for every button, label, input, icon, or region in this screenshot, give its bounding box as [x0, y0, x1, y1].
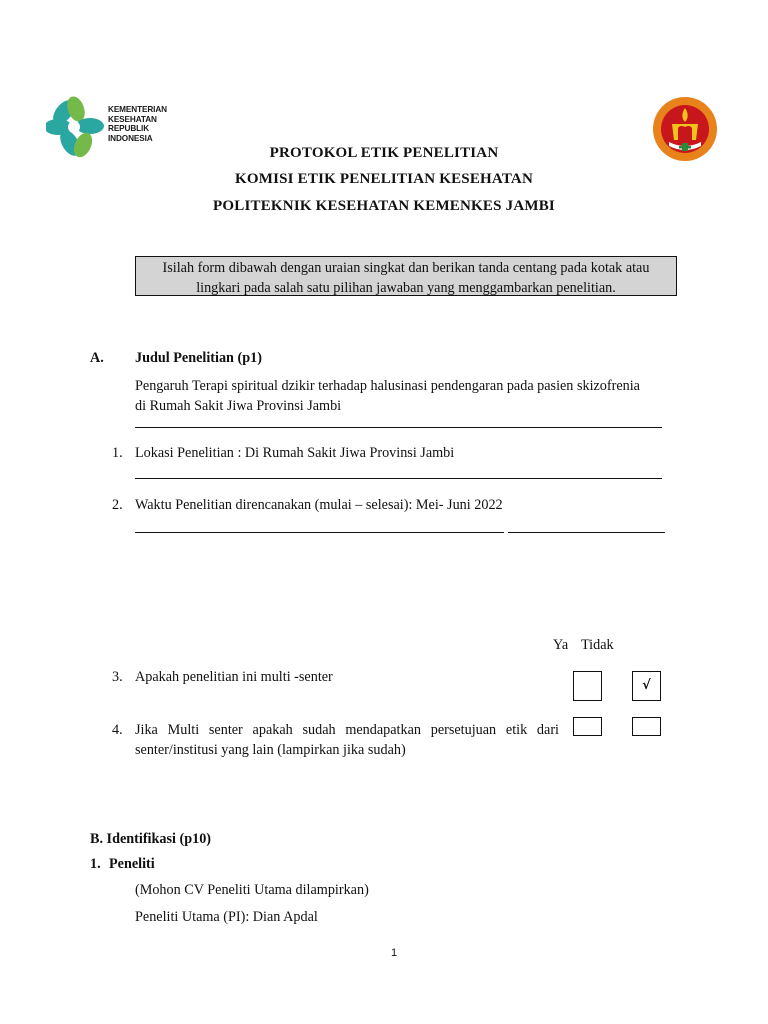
item-3-number: 3. — [112, 669, 123, 685]
col-tidak-label: Tidak — [581, 637, 614, 653]
section-a-title: Judul Penelitian (p1) — [135, 350, 262, 366]
research-title-line-1: Pengaruh Terapi spiritual dzikir terhadap halusinasi pendengaran pada pasien skizofrenia — [135, 378, 640, 394]
section-b-title: B. Identifikasi (p10) — [90, 831, 212, 847]
schedule-underline-end[interactable] — [508, 532, 665, 533]
check-mark-icon: √ — [642, 678, 651, 693]
document-title: PROTOKOL ETIK PENELITIAN — [269, 145, 499, 161]
principal-investigator: Peneliti Utama (PI): Dian Apdal — [135, 909, 318, 925]
item-4-ethics-approval-question: Jika Multi senter apakah sudah mendapatkan persetujuan etik dari senter/institusi yang lain (lampirkan jika sudah) — [135, 722, 559, 758]
item-3-ya-checkbox[interactable] — [573, 671, 602, 701]
location-underline[interactable] — [135, 478, 662, 479]
item-4-tidak-checkbox[interactable] — [632, 717, 661, 736]
section-a-letter: A. — [90, 350, 104, 366]
instruction-line-1: Isilah form dibawah dengan uraian singkat dan berikan tanda centang pada kotak atau — [162, 260, 650, 276]
section-b-sub-number: 1. — [90, 856, 101, 872]
section-b-sub-title: Peneliti — [109, 856, 155, 872]
item-2-schedule: Waktu Penelitian direncanakan (mulai – selesai): Mei- Juni 2022 — [135, 497, 503, 513]
item-1-number: 1. — [112, 445, 123, 461]
schedule-underline-start[interactable] — [135, 532, 504, 533]
research-title-line-2: di Rumah Sakit Jiwa Provinsi Jambi — [135, 398, 342, 414]
item-4-ya-checkbox[interactable] — [573, 717, 602, 736]
instruction-line-2: lingkari pada salah satu pilihan jawaban yang menggambarkan penelitian. — [196, 280, 616, 296]
col-ya-label: Ya — [553, 637, 569, 653]
page-number: 1 — [390, 947, 398, 959]
instruction-box — [135, 256, 677, 296]
cv-note: (Mohon CV Peneliti Utama dilampirkan) — [135, 882, 369, 898]
item-3-tidak-checkbox[interactable] — [632, 671, 661, 701]
institution-name: POLITEKNIK KESEHATAN KEMENKES JAMBI — [213, 198, 555, 214]
kemenkes-wordmark: KEMENTERIAN KESEHATAN REPUBLIK INDONESIA — [108, 105, 167, 143]
item-3-multicenter-question: Apakah penelitian ini multi -senter — [135, 669, 333, 685]
committee-name: KOMISI ETIK PENELITIAN KESEHATAN — [235, 171, 533, 187]
answer-underline[interactable] — [135, 427, 662, 428]
item-4-number: 4. — [112, 722, 123, 738]
item-2-number: 2. — [112, 497, 123, 513]
item-1-location: Lokasi Penelitian : Di Rumah Sakit Jiwa Provinsi Jambi — [135, 445, 455, 461]
